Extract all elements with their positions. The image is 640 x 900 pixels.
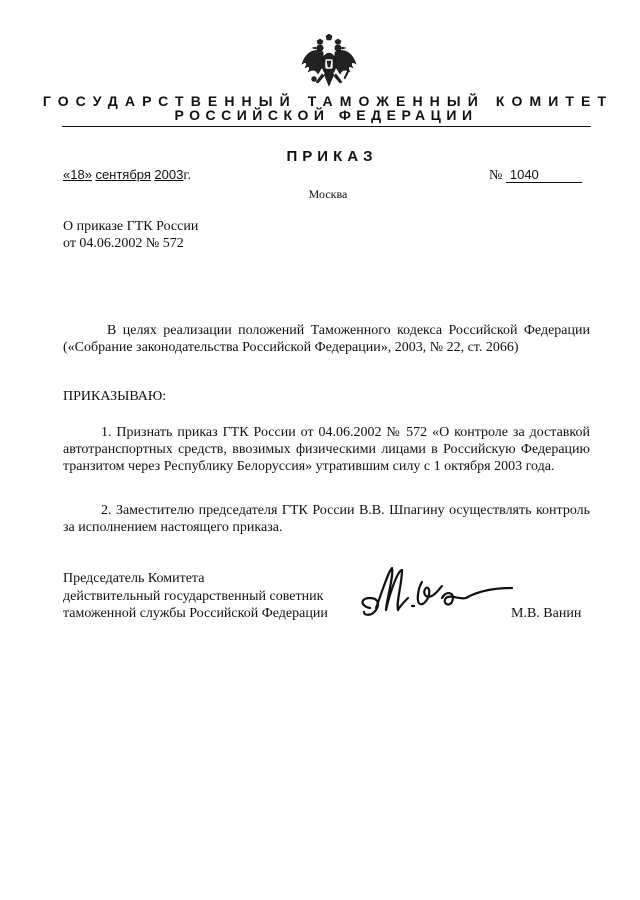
- handwritten-signature: [356, 562, 516, 624]
- date-day: 18: [70, 167, 85, 182]
- subject-line1: О приказе ГТК России: [63, 219, 199, 234]
- document-title: ПРИКАЗ: [286, 148, 378, 165]
- date-suffix: г.: [183, 168, 192, 183]
- number-label: №: [489, 168, 503, 183]
- signer-name: М.В. Ванин: [511, 606, 582, 621]
- signer-position-line2: действительный государственный советник: [63, 589, 324, 604]
- signer-position-line1: Председатель Комитета: [63, 571, 205, 586]
- order-item-2: 2. Заместителю председателя ГТК России В.В. Шпагину осуществлять контроль за исполнением настоящего приказа.: [63, 503, 590, 535]
- number-value: 1040: [506, 167, 582, 183]
- order-date: [63, 167, 191, 184]
- signer-position-line3: таможенной службы Российской Федерации: [63, 606, 328, 621]
- organization-name-line1: ГОСУДАРСТВЕННЫЙ ТАМОЖЕННЫЙ КОМИТЕТ: [42, 93, 614, 109]
- order-number: [489, 167, 582, 184]
- subject-line2: от 04.06.2002 № 572: [63, 236, 184, 251]
- organization-name-line2: РОССИЙСКОЙ ФЕДЕРАЦИИ: [174, 107, 478, 123]
- coat-of-arms-icon: [296, 34, 362, 94]
- city: Москва: [308, 187, 348, 201]
- date-open-quote: «: [63, 167, 71, 182]
- date-year-prefix: 200: [154, 167, 177, 182]
- header-divider: [62, 126, 591, 127]
- date-month: сентября: [95, 167, 151, 182]
- date-year-digit: 3: [176, 167, 184, 182]
- order-item-1: 1. Признать приказ ГТК России от 04.06.2002 № 572 «О контроле за доставкой автотранспортных средств, ввозимых физическими лицами в Российскую Федерацию транзитом через Республику Белоруссия» утратившим силу с 1 октября 2003 года.: [63, 425, 590, 474]
- order-word: ПРИКАЗЫВАЮ:: [63, 389, 167, 404]
- date-close-quote: »: [84, 167, 92, 182]
- intro-paragraph: В целях реализации положений Таможенного кодекса Российской Федерации («Собрание законодательства Российской Федерации», 2003, № 22, ст. 2066): [63, 323, 590, 355]
